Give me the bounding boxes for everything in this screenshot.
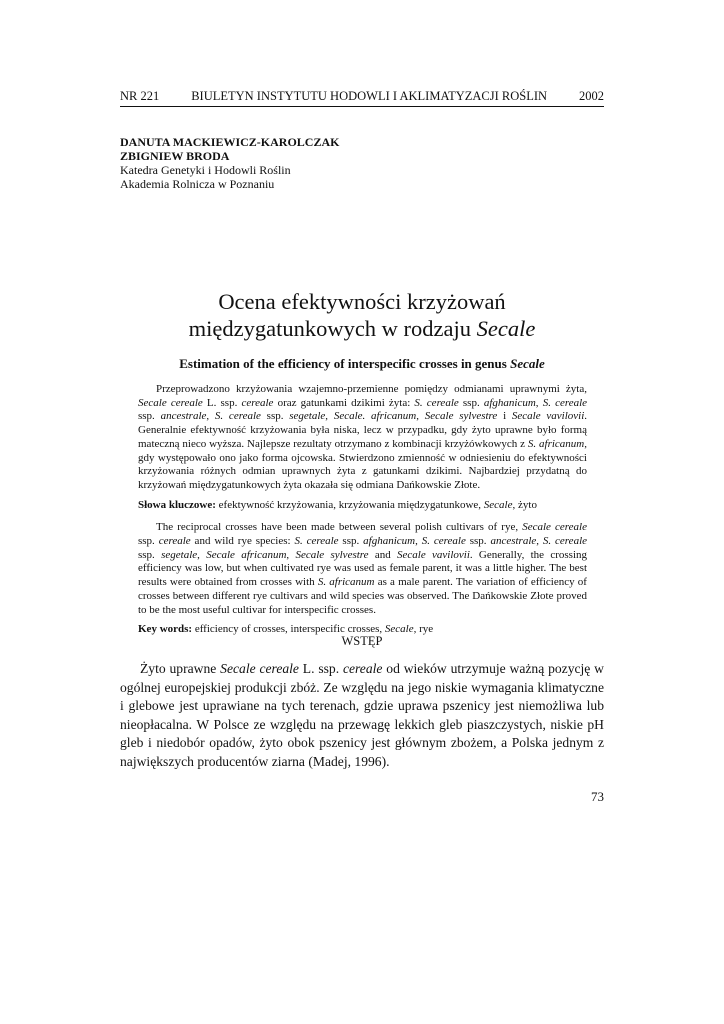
- paper-title: [120, 288, 604, 342]
- journal-name: BIULETYN INSTYTUTU HODOWLI I AKLIMATYZACJI ROŚLIN: [191, 89, 548, 103]
- abstract-polish: Przeprowadzono krzyżowania wzajemno-przemienne pomiędzy odmianami uprawnymi żyta, Secale cereale L. ssp. cereale oraz gatunkami dzikimi żyta: S. cereale ssp. afghanicum, S. cereale ssp. ancestrale, S. cereale ssp. segetale, Secale. africanum, Secale sylvestre i Secale vavilovii. Generalnie efektywność krzyżowania była niska, lecz w przypadku, gdy żyto uprawne było formą mateczną nieco wyższa. Najlepsze rezultaty otrzymano z kombinacji krzyżówkowych z S. africanum, gdy występowało ono jako forma ojcowska. Stwierdzono zmienność w odniesieniu do efektywności krzyżowania różnych odmian uprawnych żyta z gatunkami dzikimi. Najbardziej przydatną do krzyżowań międzygatunkowych żyta okazała się odmiana Dańkowskie Złote.: [138, 383, 588, 491]
- author-name: DANUTA MACKIEWICZ-KAROLCZAK: [120, 135, 340, 149]
- abstract: [138, 383, 587, 637]
- title-line: międzygatunkowych w rodzaju Secale: [188, 316, 536, 341]
- author-block: [120, 135, 339, 191]
- title-line: Ocena efektywności krzyżowań: [218, 289, 506, 314]
- body-text: [120, 660, 604, 771]
- keywords-polish: Słowa kluczowe: efektywność krzyżowania, krzyżowania międzygatunkowe, Secale, żyto: [138, 498, 537, 511]
- header-rule: [120, 106, 604, 107]
- english-title: Estimation of the efficiency of interspecific crosses in genus Secale: [179, 356, 545, 371]
- year: 2002: [578, 89, 604, 103]
- keywords-english: Key words: efficiency of crosses, interspecific crosses, Secale, rye: [138, 623, 434, 636]
- author-institution: Akademia Rolnicza w Poznaniu: [120, 177, 275, 191]
- body-paragraph: Żyto uprawne Secale cereale L. ssp. cereale od wieków utrzymuje ważną pozycję w ogólnej europejskiej produkcji zbóż. Ze względu na jego niskie wymagania klimatyczne i glebowe jest uprawiane na tych terenach, gdzie uprawa pszenicy jest niemożliwa lub nieopłacalna. W Polsce ze względu na przewagę lekkich gleb piaszczystych, niskie pH gleb i niedobór opadów, żyto obok pszenicy jest głównym zbożem, a Polska jednym z największych producentów ziarna (Madej, 1996).: [120, 661, 604, 769]
- page-number: 73: [591, 789, 604, 804]
- running-header: [120, 89, 604, 104]
- section-heading: WSTĘP: [341, 634, 383, 648]
- issue-number: NR 221: [120, 89, 160, 103]
- author-name: ZBIGNIEW BRODA: [120, 149, 230, 163]
- abstract-english: The reciprocal crosses have been made between several polish cultivars of rye, Secale cereale ssp. cereale and wild rye species: S. cereale ssp. afghanicum, S. cereale ssp. ancestrale, S. cereale ssp. segetale, Secale africanum, Secale sylvestre and Secale vavilovii. Generally, the crossing efficiency was low, but when cultivated rye was used as female parent, it was a little higher. The best results were obtained from crosses with S. africanum as a male parent. The variation of efficiency of crosses between different rye cultivars and wild species was observed. The Dańkowskie Złote proved to be the most useful cultivar for interspecific crosses.: [138, 521, 588, 616]
- author-department: Katedra Genetyki i Hodowli Roślin: [120, 163, 291, 177]
